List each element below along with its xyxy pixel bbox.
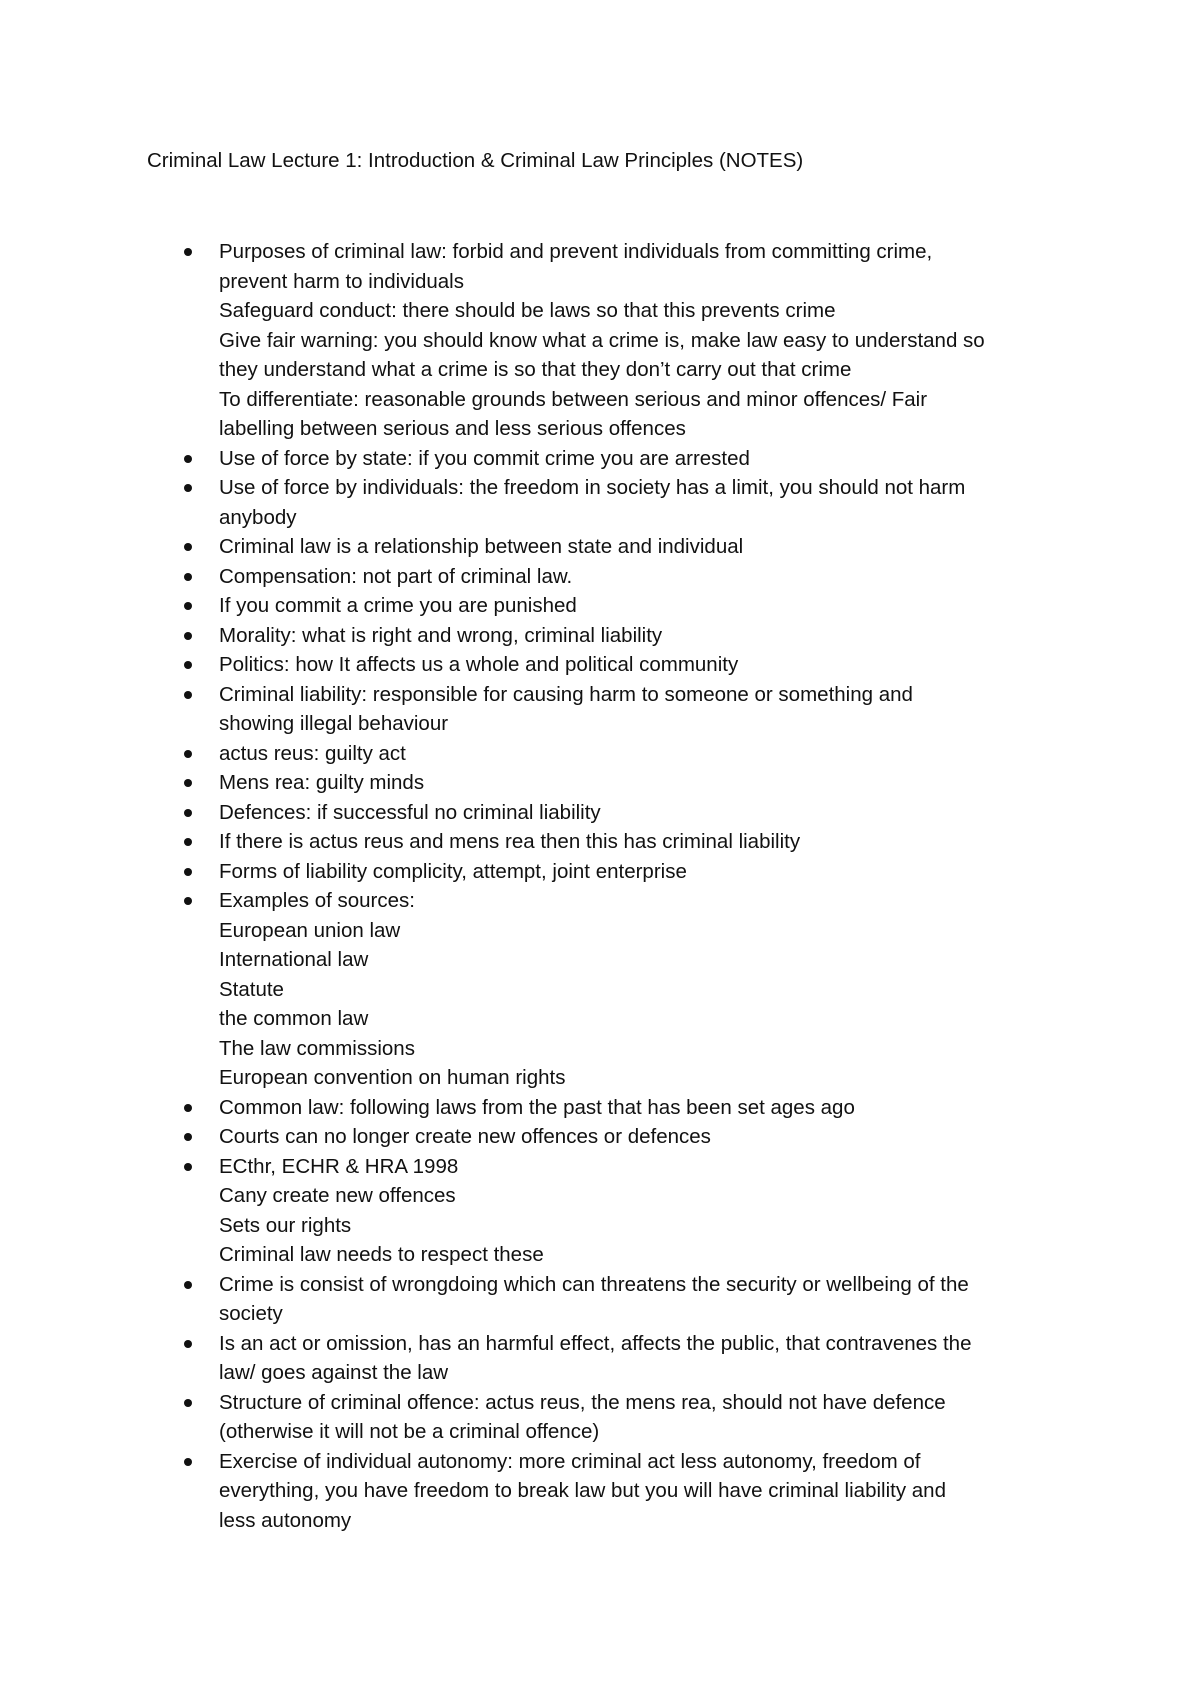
bullet-icon xyxy=(184,632,192,640)
list-item-text: Morality: what is right and wrong, criminal liability xyxy=(219,623,663,647)
list-item xyxy=(0,680,1069,739)
list-item-text: labelling between serious and less serious offences xyxy=(219,417,686,440)
list-item xyxy=(0,237,1069,444)
list-item-text: law/ goes against the law xyxy=(219,1361,449,1384)
list-item-text: Criminal liability: responsible for causing harm to someone or something and xyxy=(219,682,913,706)
bullet-icon xyxy=(184,1163,192,1171)
list-item xyxy=(0,798,1069,828)
bullet-icon xyxy=(184,573,192,581)
list-item-text: everything, you have freedom to break law but you will have criminal liability and xyxy=(219,1479,946,1502)
list-item xyxy=(0,562,1069,592)
list-item-text: they understand what a crime is so that they don’t carry out that crime xyxy=(219,358,852,381)
list-item-text: Forms of liability complicity, attempt, joint enterprise xyxy=(219,859,687,883)
list-item xyxy=(0,1447,1069,1536)
list-item-text: European convention on human rights xyxy=(219,1066,566,1089)
list-item xyxy=(0,886,1069,1093)
bullet-icon xyxy=(184,750,192,758)
list-item-text: Sets our rights xyxy=(219,1213,352,1237)
list-item-text: Give fair warning: you should know what a crime is, make law easy to understand so xyxy=(219,328,985,352)
notes-list xyxy=(0,237,1200,1535)
bullet-icon xyxy=(184,691,192,699)
list-item-text: European union law xyxy=(219,918,401,942)
list-item xyxy=(0,591,1069,621)
bullet-icon xyxy=(184,455,192,463)
bullet-icon xyxy=(184,897,192,905)
list-item-text: Safeguard conduct: there should be laws so that this prevents crime xyxy=(219,299,836,322)
list-item-text: (otherwise it will not be a criminal offence) xyxy=(219,1420,600,1443)
list-item-text: actus reus: guilty act xyxy=(219,741,406,765)
bullet-icon xyxy=(184,1104,192,1112)
list-item xyxy=(0,1093,1069,1123)
list-item-text: Structure of criminal offence: actus reus, the mens rea, should not have defence xyxy=(219,1390,946,1414)
list-item-text: prevent harm to individuals xyxy=(219,269,464,293)
list-item-text: Is an act or omission, has an harmful effect, affects the public, that contravenes the xyxy=(219,1331,972,1355)
list-item xyxy=(0,739,1069,769)
list-item-text: anybody xyxy=(219,505,297,529)
list-item-text: If there is actus reus and mens rea then this has criminal liability xyxy=(219,830,801,853)
list-item-text: The law commissions xyxy=(219,1036,415,1060)
bullet-icon xyxy=(184,661,192,669)
list-item xyxy=(0,1152,1069,1270)
bullet-icon xyxy=(184,1458,192,1466)
list-item-text: International law xyxy=(219,948,369,971)
list-item xyxy=(0,1270,1069,1329)
bullet-icon xyxy=(184,1281,192,1289)
list-item-text: Courts can no longer create new offences or defences xyxy=(219,1125,711,1148)
list-item xyxy=(0,768,1069,798)
list-item xyxy=(0,1329,1069,1388)
list-item-text: Mens rea: guilty minds xyxy=(219,771,425,794)
document-title: Criminal Law Lecture 1: Introduction & Criminal Law Principles (NOTES) xyxy=(147,149,804,172)
list-item xyxy=(0,650,1069,680)
list-item-text: Exercise of individual autonomy: more criminal act less autonomy, freedom of xyxy=(219,1449,921,1473)
list-item-text: Purposes of criminal law: forbid and prevent individuals from committing crime, xyxy=(219,240,933,263)
list-item-text: Compensation: not part of criminal law. xyxy=(219,564,573,588)
bullet-icon xyxy=(184,602,192,610)
bullet-icon xyxy=(184,868,192,876)
bullet-icon xyxy=(184,248,192,256)
list-item-text: To differentiate: reasonable grounds between serious and minor offences/ Fair xyxy=(219,387,928,411)
list-item-text: the common law xyxy=(219,1007,369,1030)
list-item xyxy=(0,621,1069,651)
list-item-text: Cany create new offences xyxy=(219,1184,456,1207)
list-item-text: Politics: how It affects us a whole and political community xyxy=(219,653,739,676)
list-item xyxy=(0,532,1069,562)
list-item-text: Common law: following laws from the past that has been set ages ago xyxy=(219,1095,855,1119)
list-item-text: society xyxy=(219,1302,283,1325)
list-item xyxy=(0,1388,1069,1447)
list-item-text: Criminal law needs to respect these xyxy=(219,1243,544,1266)
bullet-icon xyxy=(184,809,192,817)
list-item xyxy=(0,857,1069,887)
list-item-text: ECthr, ECHR & HRA 1998 xyxy=(219,1154,459,1178)
bullet-icon xyxy=(184,1399,192,1407)
list-item xyxy=(0,444,1069,474)
list-item-text: Crime is consist of wrongdoing which can threatens the security or wellbeing of the xyxy=(219,1272,969,1296)
list-item-text: Examples of sources: xyxy=(219,889,415,912)
bullet-icon xyxy=(184,1340,192,1348)
bullet-icon xyxy=(184,543,192,551)
bullet-icon xyxy=(184,838,192,846)
list-item-text: Defences: if successful no criminal liability xyxy=(219,800,601,824)
list-item-text: Use of force by individuals: the freedom in society has a limit, you should not harm xyxy=(219,476,966,499)
bullet-icon xyxy=(184,484,192,492)
list-item-text: Criminal law is a relationship between state and individual xyxy=(219,535,744,558)
list-item-text: showing illegal behaviour xyxy=(219,712,449,735)
bullet-icon xyxy=(184,1133,192,1141)
bullet-icon xyxy=(184,779,192,787)
list-item-text: Use of force by state: if you commit crime you are arrested xyxy=(219,446,750,470)
list-item xyxy=(0,473,1069,532)
list-item-text: If you commit a crime you are punished xyxy=(219,594,577,617)
list-item xyxy=(0,1122,1069,1152)
list-item-text: Statute xyxy=(219,977,284,1001)
list-item xyxy=(0,827,1069,857)
list-item-text: less autonomy xyxy=(219,1508,352,1532)
